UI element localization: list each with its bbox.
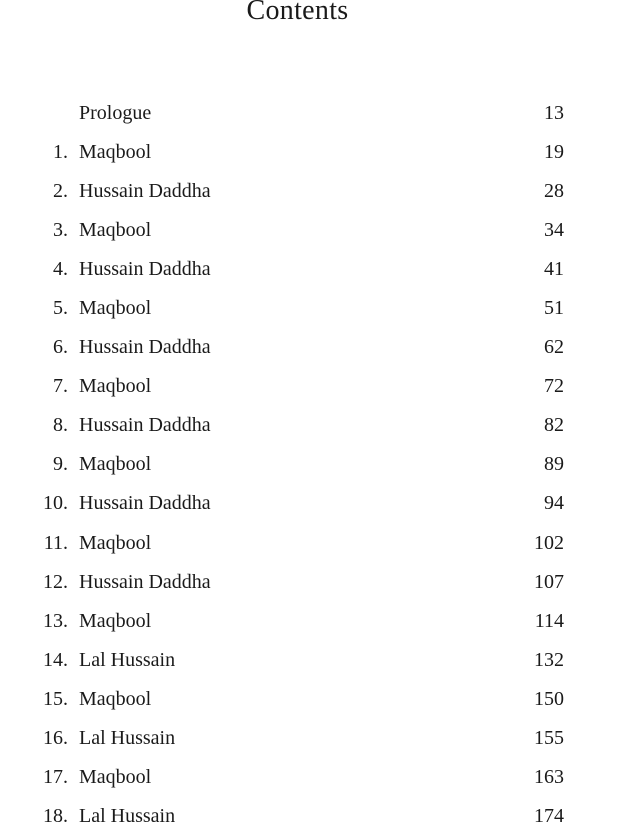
- chapter-number: 18.: [43, 804, 68, 827]
- chapter-number: 2.: [53, 180, 68, 203]
- chapter-title: Lal Hussain: [79, 726, 176, 749]
- toc-entry[interactable]: [0, 723, 637, 762]
- chapter-title: Maqbool: [79, 765, 152, 788]
- toc-entry[interactable]: [0, 567, 637, 606]
- chapter-number: 11.: [43, 531, 68, 554]
- toc-entry[interactable]: [0, 332, 637, 371]
- page-number: 155: [534, 726, 564, 749]
- page-number: 72: [544, 375, 564, 398]
- page-number: 94: [544, 492, 564, 515]
- chapter-title: Lal Hussain: [79, 804, 176, 827]
- chapter-number: 5.: [53, 297, 68, 320]
- chapter-title: Hussain Daddha: [79, 258, 211, 281]
- page-number: 19: [544, 141, 564, 164]
- chapter-number: 4.: [53, 258, 68, 281]
- chapter-title: Maqbool: [79, 531, 152, 554]
- toc-entry[interactable]: [0, 254, 637, 293]
- chapter-title: Maqbool: [79, 375, 152, 398]
- page-number: 51: [544, 297, 564, 320]
- chapter-title: Maqbool: [79, 219, 152, 242]
- chapter-number: 17.: [43, 765, 68, 788]
- page-number: 174: [534, 804, 564, 827]
- toc-entry[interactable]: [0, 293, 637, 332]
- toc-entry[interactable]: [0, 410, 637, 449]
- chapter-number: 7.: [53, 375, 68, 398]
- page-number: 163: [534, 765, 564, 788]
- chapter-number: 1.: [53, 141, 68, 164]
- toc-entry[interactable]: [0, 684, 637, 723]
- page-number: 132: [534, 648, 564, 671]
- chapter-title: Maqbool: [79, 453, 152, 476]
- chapter-number: 9.: [53, 453, 68, 476]
- page-number: 13: [544, 102, 564, 124]
- chapter-title: Hussain Daddha: [79, 414, 211, 437]
- chapter-number: 8.: [53, 414, 68, 437]
- page-number: 28: [544, 180, 564, 203]
- chapter-number: 15.: [43, 687, 68, 710]
- toc-entry[interactable]: [0, 488, 637, 527]
- chapter-number: 14.: [43, 648, 68, 671]
- chapter-title: Hussain Daddha: [79, 336, 211, 359]
- toc-entry[interactable]: [0, 449, 637, 488]
- chapter-title: Hussain Daddha: [79, 570, 211, 593]
- toc-entry[interactable]: [0, 528, 637, 567]
- page-number: 114: [534, 609, 564, 632]
- toc-entry[interactable]: [0, 215, 637, 254]
- toc-entry[interactable]: [0, 176, 637, 215]
- chapter-title: Maqbool: [79, 141, 152, 164]
- page-number: 82: [544, 414, 564, 437]
- toc-entry[interactable]: [0, 98, 637, 137]
- chapter-number: 12.: [43, 570, 68, 593]
- page-number: 89: [544, 453, 564, 476]
- chapter-title: Prologue: [79, 102, 152, 124]
- chapter-title: Maqbool: [79, 609, 152, 632]
- page-number: 102: [534, 531, 564, 554]
- chapter-title: Maqbool: [79, 297, 152, 320]
- chapter-title: Hussain Daddha: [79, 180, 211, 203]
- toc-entry[interactable]: [0, 645, 637, 684]
- page-title: Contents: [246, 0, 349, 26]
- chapter-number: 6.: [53, 336, 68, 359]
- chapter-number: 10.: [43, 492, 68, 515]
- chapter-title: Maqbool: [79, 687, 152, 710]
- chapter-number: 3.: [53, 219, 68, 242]
- table-of-contents: [0, 98, 637, 840]
- page-number: 107: [534, 570, 564, 593]
- page-number: 34: [544, 219, 564, 242]
- page-number: 62: [544, 336, 564, 359]
- page-number: 150: [534, 687, 564, 710]
- chapter-number: 13.: [43, 609, 68, 632]
- chapter-title: Hussain Daddha: [79, 492, 211, 515]
- toc-entry[interactable]: [0, 371, 637, 410]
- toc-entry[interactable]: [0, 801, 637, 840]
- chapter-title: Lal Hussain: [79, 648, 176, 671]
- toc-entry[interactable]: [0, 762, 637, 801]
- chapter-number: 16.: [43, 726, 68, 749]
- toc-entry[interactable]: [0, 137, 637, 176]
- toc-entry[interactable]: [0, 606, 637, 645]
- page-number: 41: [544, 258, 564, 281]
